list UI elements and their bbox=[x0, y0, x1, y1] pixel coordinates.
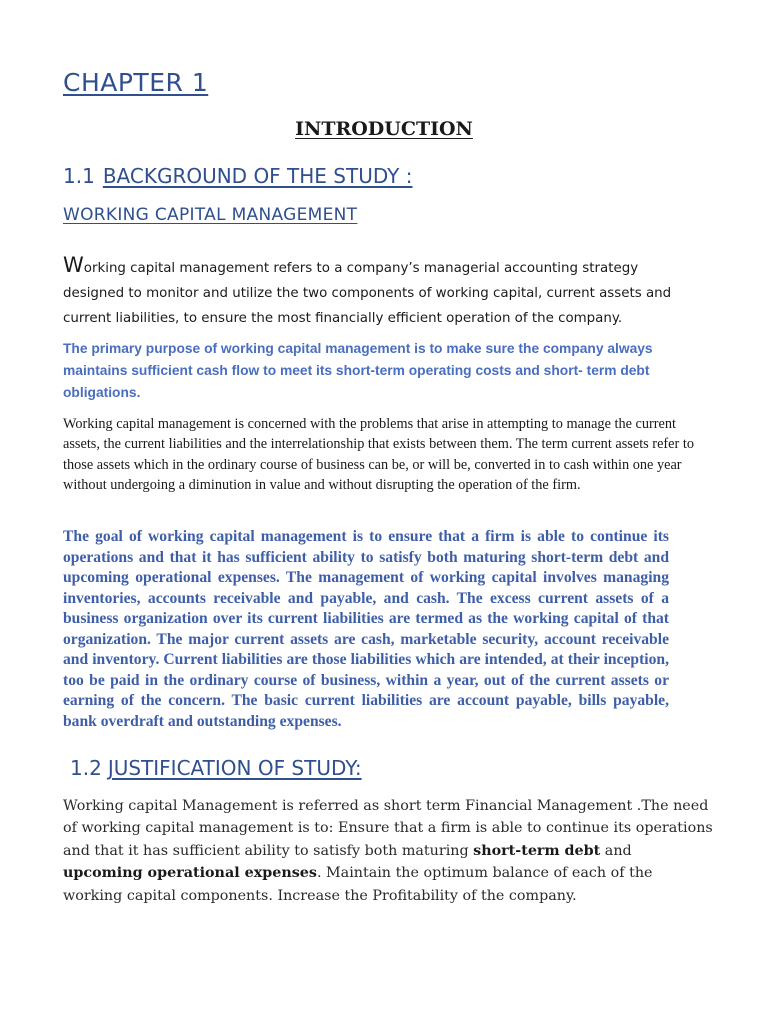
drop-cap: W bbox=[63, 253, 84, 277]
paragraph-definition-text: orking capital management refers to a company’s managerial accounting strategy designed to monitor and utilize the two components of working capital, current assets and current liabilities, to ensure the most financially efficient operation of the company. bbox=[63, 261, 672, 326]
justification-bold-operational-expenses: upcoming operational expenses bbox=[63, 865, 317, 882]
section-1-1-title: BACKGROUND OF THE STUDY : bbox=[102, 164, 413, 188]
justification-text-2: and bbox=[600, 842, 632, 859]
paragraph-concerns: Working capital management is concerned with the problems that arise in attempting to manage the current assets, the current liabilities and the interrelationship that exists between them. The term current assets refer to those assets which in the ordinary course of business can be, or will be, converted in to cash within one year without undergoing a diminution in value and without disrupting the operation of the firm. bbox=[63, 416, 694, 493]
introduction-heading: INTRODUCTION bbox=[295, 118, 473, 140]
section-1-1-number: 1.1 bbox=[63, 164, 95, 188]
paragraph-goal: The goal of working capital management is to ensure that a firm is able to continue its operations and that it has sufficient ability to satisfy both maturing short-term debt and upcoming operational expenses. The management of working capital involves managing inventories, accounts receivable and payable, and cash. The excess current assets of a business organization over its current liabilities are termed as the working capital of that organization. The major current assets are cash, marketable security, account receivable and inventory. Current liabilities are those liabilities which are intended, at their inception, too be paid in the ordinary course of business, within a year, out of the current assets or earning of the concern. The basic current liabilities are account payable, bills payable, bank overdraft and outstanding expenses. bbox=[63, 528, 669, 730]
section-1-2-title: JUSTIFICATION OF STUDY: bbox=[107, 756, 362, 780]
paragraph-justification bbox=[63, 795, 713, 907]
paragraph-definition bbox=[63, 253, 703, 331]
section-1-2-heading bbox=[70, 756, 362, 780]
working-capital-subheading: WORKING CAPITAL MANAGEMENT bbox=[63, 205, 358, 225]
justification-bold-short-term-debt: short-term debt bbox=[473, 842, 601, 859]
justification-text-3: . Maintain the optimum balance of each of the working capital components. Increase the Profitability of the company. bbox=[63, 865, 653, 904]
justification-text-1: Working capital Management is referred as short term Financial Management .The need of working capital management is to: Ensure that a firm is able to continue its operations and that it has sufficient ability to satisfy both maturing bbox=[63, 798, 713, 859]
section-1-1-heading bbox=[63, 164, 412, 188]
chapter-title: CHAPTER 1 bbox=[63, 68, 209, 97]
section-1-2-number: 1.2 bbox=[70, 756, 102, 780]
paragraph-primary-purpose: The primary purpose of working capital management is to make sure the company always maintains sufficient cash flow to meet its short-term operating costs and short- term debt obligations. bbox=[63, 341, 653, 400]
